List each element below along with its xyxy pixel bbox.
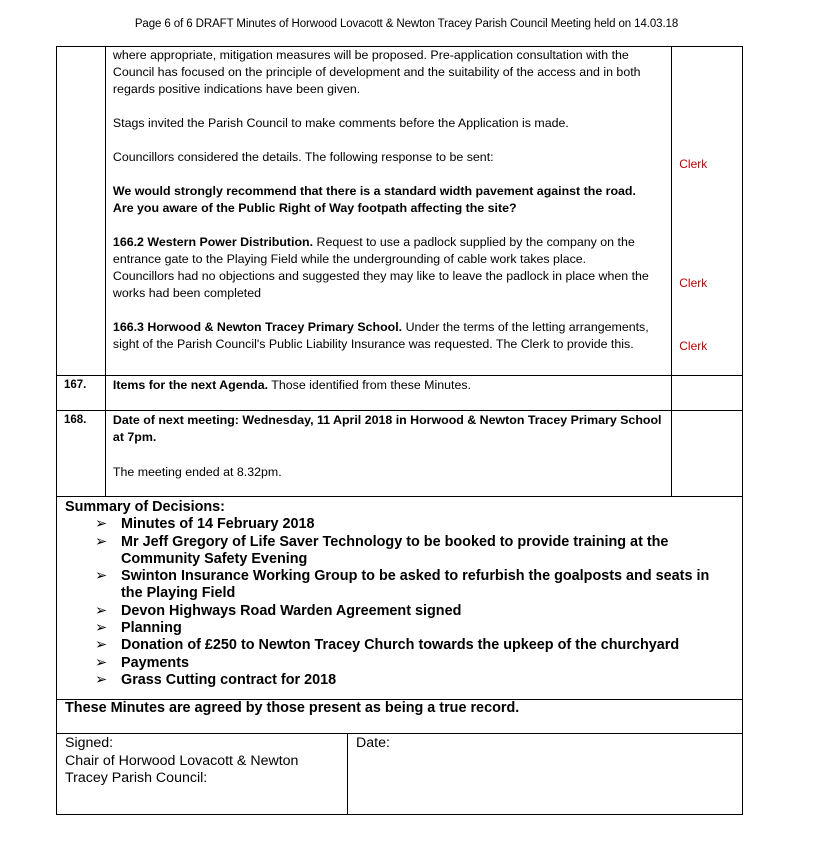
arrow-bullet-icon: ➢ [95,602,108,619]
item-title: Items for the next Agenda. [112,378,269,392]
meeting-ended-text: The meeting ended at 8.32pm. [112,465,282,479]
action-clerk: Clerk [679,276,708,290]
action-column [672,411,743,497]
item-text: Request to use a padlock supplied by the company on the [313,235,635,249]
para-text: Council has focused on the principle of development and the suitability of the access and in both [112,65,641,79]
minutes-table [56,46,743,497]
action-column [672,376,743,411]
item-166-2 [113,234,665,251]
chair-label: Chair of Horwood Lovacott & Newton [65,752,299,769]
decision-item: ➢ Planning [95,620,182,637]
table-row-167 [57,376,743,411]
arrow-bullet-icon: ➢ [95,620,108,637]
item-number [57,47,106,376]
item-number: 167. [57,376,106,411]
summary-title: Summary of Decisions: [65,499,225,515]
action-clerk: Clerk [679,339,708,353]
table-row-166 [57,47,743,376]
arrow-bullet-icon: ➢ [95,637,108,654]
action-clerk: Clerk [679,157,708,171]
decision-item: ➢ Devon Highways Road Warden Agreement signed [95,602,462,619]
para-text: sight of the Parish Council's Public Liability Insurance was requested. The Clerk to provide this. [112,337,634,351]
page-header: Page 6 of 6 DRAFT Minutes of Horwood Lovacott & Newton Tracey Parish Council Meeting held on 14.03.18 [134,18,679,30]
agreed-statement: These Minutes are agreed by those present as being a true record. [57,700,743,734]
next-meeting-text: at 7pm. [112,430,157,444]
date-cell [348,734,743,815]
table-row-168 [57,411,743,497]
arrow-bullet-icon: ➢ [95,533,108,550]
arrow-bullet-icon: ➢ [95,568,108,585]
item-number: 168. [57,411,106,497]
arrow-bullet-icon: ➢ [95,671,108,688]
decision-item: ➢ Swinton Insurance Working Group to be asked to refurbish the goalposts and seats in the Playing Field [95,568,710,602]
para-text: entrance gate to the Playing Field while the undergrounding of cable work takes place. [112,252,587,266]
item-text: Those identified from these Minutes. [268,378,472,392]
signed-label: Signed: [65,735,114,752]
para-text: Councillors considered the details. The following response to be sent: [112,150,494,164]
decision-item: ➢ Grass Cutting contract for 2018 [95,671,337,688]
item-166-3 [113,319,665,336]
summary-of-decisions [57,497,743,700]
chair-label: Tracey Parish Council: [65,770,208,787]
action-column [672,47,743,376]
response-text: Are you aware of the Public Right of Way footpath affecting the site? [112,201,517,215]
decision-item: ➢ Donation of £250 to Newton Tracey Church towards the upkeep of the churchyard [95,637,680,654]
signature-row [57,734,743,815]
item-title: 166.2 Western Power Distribution. [112,235,314,249]
item-body [105,47,671,376]
para-text: Councillors had no objections and suggested they may like to leave the padlock in place when the [112,269,649,283]
item-title: 166.3 Horwood & Newton Tracey Primary School. [112,320,403,334]
decision-list [65,516,734,689]
response-text: We would strongly recommend that there is a standard width pavement against the road. [112,184,636,198]
decision-item: ➢ Mr Jeff Gregory of Life Saver Technology to be booked to provide training at the Community Safety Evening [95,533,669,567]
para-text: works had been completed [112,286,262,300]
para-text: Stags invited the Parish Council to make comments before the Application is made. [112,116,569,130]
item-body [105,376,671,411]
signature-cell [57,734,348,815]
next-meeting-text: Date of next meeting: Wednesday, 11 April 2018 in Horwood & Newton Tracey Primary School [112,413,662,427]
decision-item: ➢ Minutes of 14 February 2018 [95,516,315,533]
para-text: regards positive indications have been given. [112,82,361,96]
date-label: Date: [356,735,390,752]
para-text: where appropriate, mitigation measures will be proposed. Pre-application consultation with the [112,48,629,62]
summary-table [56,496,743,815]
agreed-row [57,700,743,734]
arrow-bullet-icon: ➢ [95,654,108,671]
summary-row [57,497,743,700]
item-body [105,411,671,497]
arrow-bullet-icon: ➢ [95,516,108,533]
item-text: Under the terms of the letting arrangements, [402,320,649,334]
decision-item: ➢ Payments [95,654,189,671]
